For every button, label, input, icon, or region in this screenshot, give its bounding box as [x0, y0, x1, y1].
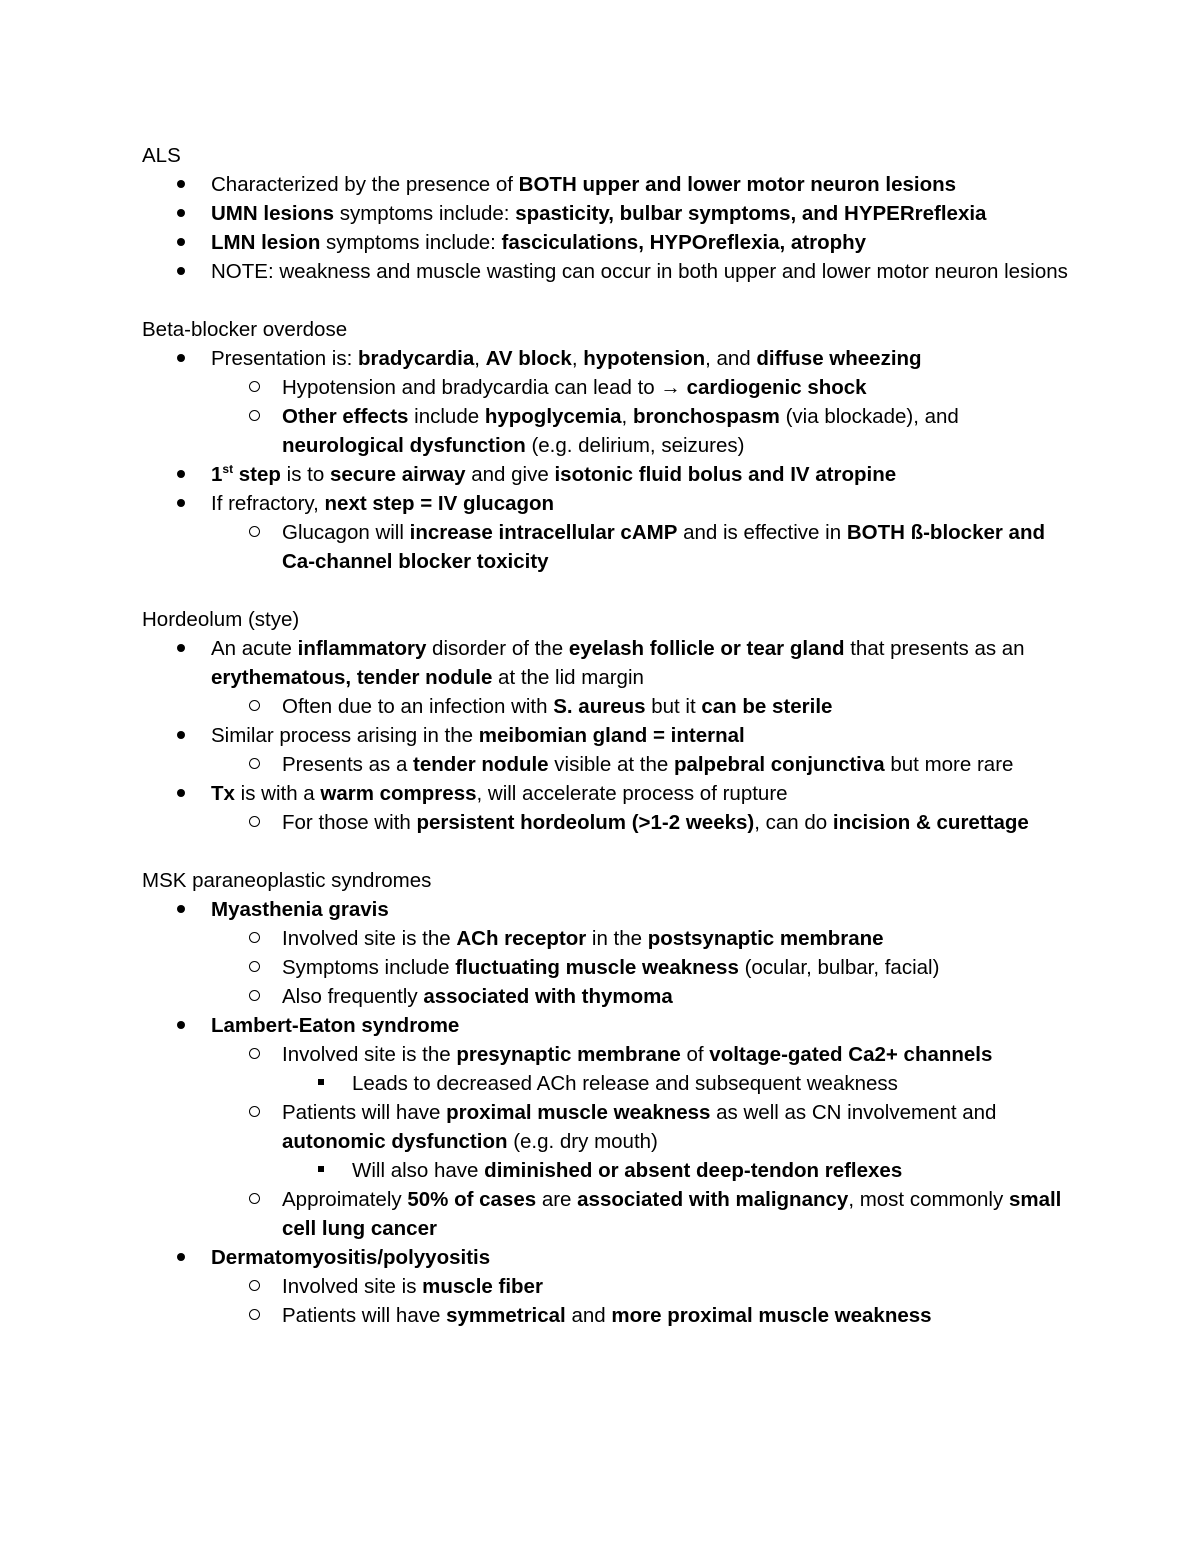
sub-bullet-item: Symptoms include fluctuating muscle weakness (ocular, bulbar, facial): [142, 953, 1072, 982]
sub-bullet-item: Glucagon will increase intracellular cAMP and is effective in BOTH ß-blocker and Ca-channel blocker toxicity: [142, 518, 1072, 576]
bullet-dot-icon: [177, 634, 185, 663]
bullet-circle-icon: [249, 1185, 260, 1214]
sub-bullet-item: Involved site is the ACh receptor in the postsynaptic membrane: [142, 924, 1072, 953]
bullet-item: An acute inflammatory disorder of the eyelash follicle or tear gland that presents as an erythematous, tender nodule at the lid margin: [142, 634, 1072, 692]
sub-bullet-item: For those with persistent hordeolum (>1-2 weeks), can do incision & curettage: [142, 808, 1072, 837]
section-hordeolum: [142, 605, 1072, 837]
bullet-item: Tx is with a warm compress, will accelerate process of rupture: [142, 779, 1072, 808]
bullet-dot-icon: [177, 257, 185, 286]
bullet-circle-icon: [249, 1098, 260, 1127]
bullet-dot-icon: [177, 895, 185, 924]
sub-bullet-item: Involved site is the presynaptic membrane of voltage-gated Ca2+ channels: [142, 1040, 1072, 1069]
bullet-item: UMN lesions symptoms include: spasticity, bulbar symptoms, and HYPERreflexia: [142, 199, 1072, 228]
bullet-item: Similar process arising in the meibomian gland = internal: [142, 721, 1072, 750]
sub-bullet-item: Patients will have symmetrical and more proximal muscle weakness: [142, 1301, 1072, 1330]
bullet-circle-icon: [249, 1301, 260, 1330]
bullet-item: NOTE: weakness and muscle wasting can occur in both upper and lower motor neuron lesions: [142, 257, 1072, 286]
section-heading: Hordeolum (stye): [142, 608, 300, 631]
sub-bullet-item: Patients will have proximal muscle weakness as well as CN involvement and autonomic dysfunction (e.g. dry mouth): [142, 1098, 1072, 1156]
section-beta-blocker: [142, 315, 1072, 576]
bullet-item: Presentation is: bradycardia, AV block, hypotension, and diffuse wheezing: [142, 344, 1072, 373]
bullet-dot-icon: [177, 344, 185, 373]
bullet-item: Characterized by the presence of BOTH upper and lower motor neuron lesions: [142, 170, 1072, 199]
bullet-dot-icon: [177, 779, 185, 808]
bullet-circle-icon: [249, 953, 260, 982]
sub-sub-bullet-item: Leads to decreased ACh release and subsequent weakness: [142, 1069, 1072, 1098]
sub-bullet-item: Involved site is muscle fiber: [142, 1272, 1072, 1301]
section-msk-paraneoplastic: [142, 866, 1072, 1330]
sub-bullet-item: Other effects include hypoglycemia, bronchospasm (via blockade), and neurological dysfunction (e.g. delirium, seizures): [142, 402, 1072, 460]
bullet-item: LMN lesion symptoms include: fasciculations, HYPOreflexia, atrophy: [142, 228, 1072, 257]
bullet-circle-icon: [249, 1040, 260, 1069]
bullet-circle-icon: [249, 982, 260, 1011]
sub-bullet-item: Presents as a tender nodule visible at the palpebral conjunctiva but more rare: [142, 750, 1072, 779]
bullet-dot-icon: [177, 1011, 185, 1040]
section-heading: ALS: [142, 144, 181, 167]
bullet-dot-icon: [177, 199, 185, 228]
bullet-circle-icon: [249, 518, 260, 547]
section-heading: Beta-blocker overdose: [142, 318, 348, 341]
bullet-circle-icon: [249, 1272, 260, 1301]
bullet-item: If refractory, next step = IV glucagon: [142, 489, 1072, 518]
bullet-dot-icon: [177, 460, 185, 489]
sub-bullet-item: Often due to an infection with S. aureus but it can be sterile: [142, 692, 1072, 721]
bullet-dot-icon: [177, 1243, 185, 1272]
sub-bullet-item: Approimately 50% of cases are associated with malignancy, most commonly small cell lung cancer: [142, 1185, 1072, 1243]
bullet-circle-icon: [249, 924, 260, 953]
sub-sub-bullet-item: Will also have diminished or absent deep-tendon reflexes: [142, 1156, 1072, 1185]
bullet-item: Dermatomyositis/polyyositis: [142, 1243, 1072, 1272]
bullet-circle-icon: [249, 750, 260, 779]
bullet-item: Myasthenia gravis: [142, 895, 1072, 924]
bullet-item: 1st step is to secure airway and give isotonic fluid bolus and IV atropine: [142, 460, 1072, 489]
bullet-circle-icon: [249, 402, 260, 431]
sub-bullet-item: Also frequently associated with thymoma: [142, 982, 1072, 1011]
sub-bullet-item: Hypotension and bradycardia can lead to → cardiogenic shock: [142, 373, 1072, 402]
bullet-circle-icon: [249, 692, 260, 721]
bullet-circle-icon: [249, 808, 260, 837]
section-heading: MSK paraneoplastic syndromes: [142, 869, 432, 892]
bullet-dot-icon: [177, 170, 185, 199]
section-als: [142, 141, 1072, 286]
document-body: [142, 141, 1072, 1330]
bullet-dot-icon: [177, 228, 185, 257]
bullet-dot-icon: [177, 489, 185, 518]
bullet-dot-icon: [177, 721, 185, 750]
bullet-square-icon: [318, 1069, 324, 1098]
bullet-square-icon: [318, 1156, 324, 1185]
bullet-circle-icon: [249, 373, 260, 402]
bullet-item: Lambert-Eaton syndrome: [142, 1011, 1072, 1040]
